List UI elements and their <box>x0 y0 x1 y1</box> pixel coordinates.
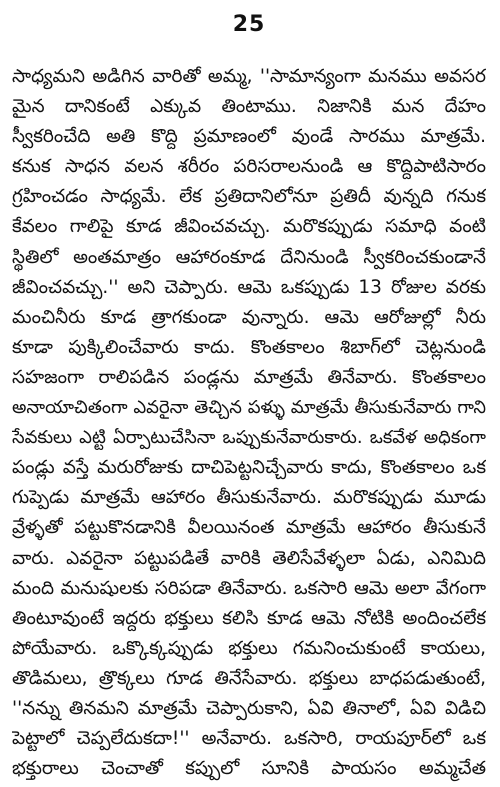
text-line: మైన దానికంటే ఎక్కువ తింటాము. నిజానికి మన దేహం <box>12 96 486 118</box>
text-line: సేవకులు ఎట్టి ఏర్పాటుచేసినా ఒప్పుకునేవారుకారు. ఒకవేళ అధికంగా <box>12 427 486 449</box>
text-line: వారు. ఎవరైనా పట్టుపడితే వారికి తెలిసేవేళ్ళలా ఏడు, ఎనిమిది <box>12 547 486 569</box>
text-line: అనాయాచితంగా ఎవరైనా తెచ్చిన పళ్ళు మాత్రమే తీసుకునేవారు గాని <box>12 397 486 419</box>
text-line: పోయేవారు. ఒక్కొక్కప్పుడు భక్తులు గమనించుకుంటే కాయలు, <box>12 637 486 659</box>
text-line: కూడా పుక్కిలించేవారు కాదు. కొంతకాలం శిబాగ్‌లో చెట్లనుండి <box>12 336 486 358</box>
text-line: పండ్లు వస్తే మరురోజుకు దాచిపెట్టనిచ్చేవారు కాదు, కొంతకాలం ఒక <box>12 457 486 479</box>
body-text <box>12 62 486 784</box>
text-line: సాధ్యమని అడిగిన వారితో అమ్మ, ''సామాన్యంగా మనము అవసర <box>12 66 486 87</box>
text-line: మంది మనుషులకు సరిపడా తినేవారు. ఒకసారి ఆమె అలా వేగంగా <box>12 577 486 599</box>
text-line: వ్రేళ్ళతో పట్టుకొనడానికి వీలయినంత మాత్రమే ఆహారం తీసుకునే <box>12 517 486 539</box>
text-line: గ్రహించడం సాధ్యమే. లేక ప్రతిదానిలోనూ ప్రతిదీ వున్నది గనుక <box>12 186 486 208</box>
text-line: కేవలం గాలిపై కూడ జీవించవచ్చు. మరొకప్పుడు సమాధి వంటి <box>12 216 486 238</box>
text-line: తొడిమలు, త్రొక్కలు గూడ తినేసేవారు. భక్తులు బాధపడుతుంటే, <box>12 667 486 689</box>
text-line: ''నన్ను తినమని మాత్రమే చెప్పారుకాని, ఏవి తినాలో, ఏవి విడిచి <box>12 697 486 719</box>
text-line: పెట్టాలో చెప్పలేదుకదా!'' అనేవారు. ఒకసారి, రాయపూర్‌లో ఒక <box>12 728 486 750</box>
text-line: మంచినీరు కూడ త్రాగకుండా వున్నారు. ఆమె ఆరోజుల్లో నీరు <box>12 306 486 328</box>
text-line: భక్తురాలు చెంచాతో కప్పులో సూనికి పాయసం అమ్మచేత <box>12 758 486 780</box>
text-line: గుప్పెడు మాత్రమే ఆహారం తీసుకునేవారు. మరొకప్పుడు మూడు <box>12 487 486 509</box>
text-line: సహజంగా రాలిపడిన పండ్లను మాత్రమే తినేవారు. కొంతకాలం <box>12 366 486 388</box>
text-line: స్వీకరించేది అతి కొద్ది ప్రమాణంలో వుండే సారము మాత్రమే. <box>12 126 486 148</box>
text-line: జీవించవచ్చు.'' అని చెప్పారు. ఆమె ఒకప్పుడు 13 రోజుల వరకు <box>12 276 486 298</box>
text-line: తింటూవుంటే ఇద్దరు భక్తులు కలిసి కూడ ఆమె నోటికి అందించలేక <box>12 607 486 629</box>
page-number: 25 <box>232 12 266 37</box>
text-line: స్థితిలో అంతమాత్రం ఆహారంకూడ దేనినుండి స్వీకరించకుండానే <box>12 246 486 268</box>
text-line: కనుక సాధన వలన శరీరం పరిసరాలనుండి ఆ కొద్దిపాటిసారం <box>12 156 486 178</box>
